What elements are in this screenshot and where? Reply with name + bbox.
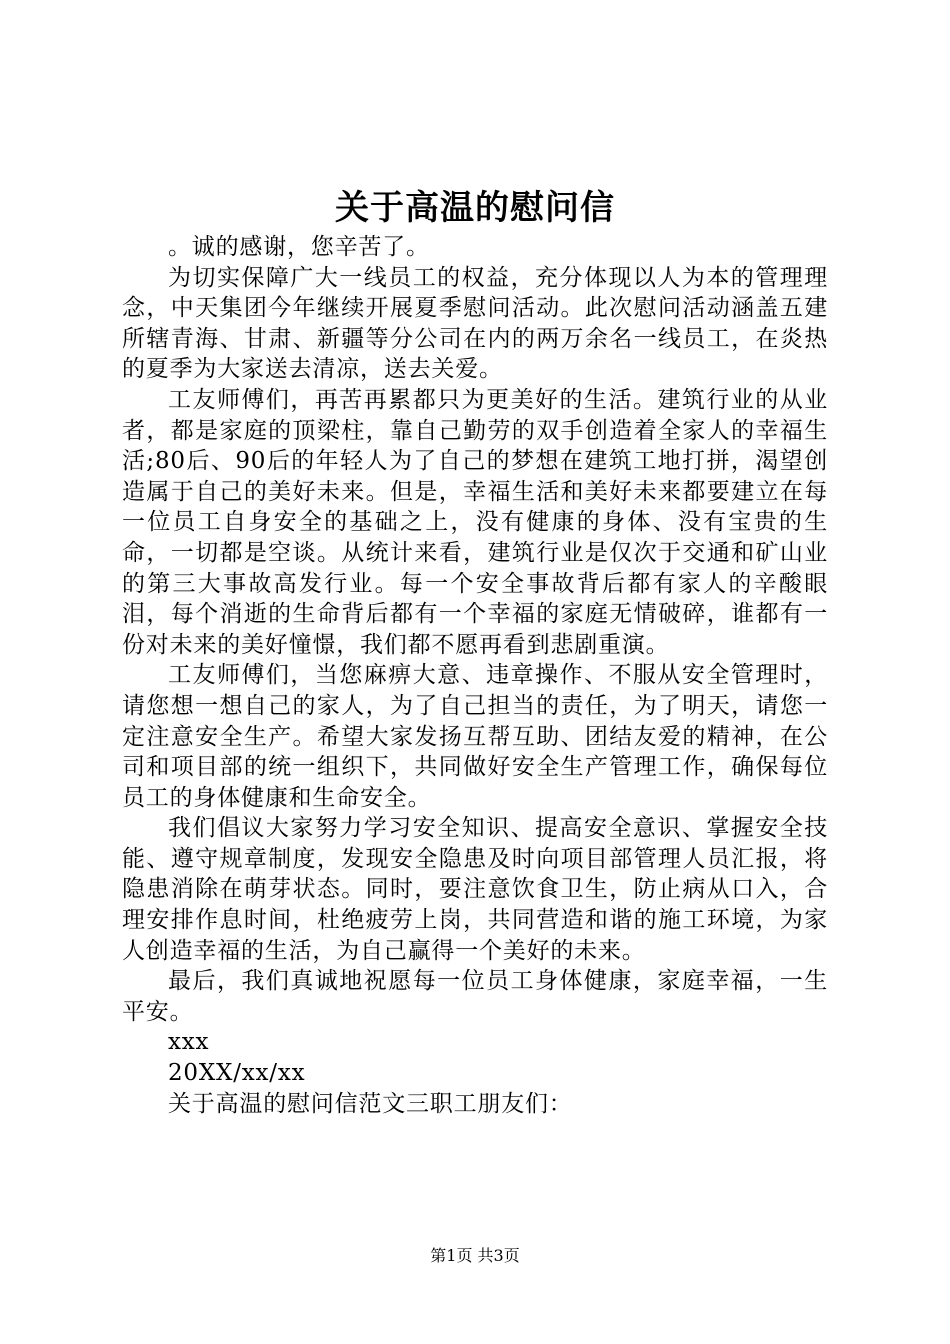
paragraph-2: 为切实保障广大一线员工的权益，充分体现以人为本的管理理念，中天集团今年继续开展夏季慰问活动。此次慰问活动涵盖五建所辖青海、甘肃、新疆等分公司在内的两万余名一线员工，在炎热的夏季为大家送去清凉，送去关爱。	[122, 264, 828, 383]
paragraph-3: 工友师傅们，再苦再累都只为更美好的生活。建筑行业的从业者，都是家庭的顶梁柱，靠自己勤劳的双手创造着全家人的幸福生活;80后、90后的年轻人为了自己的梦想在建筑工地打拼，渴望创造属于自己的美好未来。但是，幸福生活和美好未来都要建立在每一位员工自身安全的基础之上，没有健康的身体、没有宝贵的生命，一切都是空谈。从统计来看，建筑行业是仅次于交通和矿山业的第三大事故高发行业。每一个安全事故背后都有家人的辛酸眼泪，每个消逝的生命背后都有一个幸福的家庭无情破碎，谁都有一份对未来的美好憧憬，我们都不愿再看到悲剧重演。	[122, 386, 828, 658]
paragraph-1: 。诚的感谢，您辛苦了。	[168, 234, 430, 260]
paragraph-4: 工友师傅们，当您麻痹大意、违章操作、不服从安全管理时，请您想一想自己的家人，为了自己担当的责任，为了明天，请您一定注意安全生产。希望大家发扬互帮互助、团结友爱的精神，在公司和项目部的统一组织下，共同做好安全生产管理工作，确保每位员工的身体健康和生命安全。	[122, 662, 828, 811]
page-number: 第1页 共3页	[430, 1246, 520, 1265]
document-body	[122, 232, 828, 1119]
signature: xxx	[168, 1029, 210, 1056]
document-title: 关于高温的慰问信	[335, 188, 615, 228]
next-section-heading: 关于高温的慰问信范文三职工朋友们：	[168, 1090, 573, 1117]
date: 20XX/xx/xx	[168, 1060, 306, 1087]
paragraph-5: 我们倡议大家努力学习安全知识、提高安全意识、掌握安全技能、遵守规章制度，发现安全隐患及时向项目部管理人员汇报，将隐患消除在萌芽状态。同时，要注意饮食卫生，防止病从口入，合理安排作息时间，杜绝疲劳上岗，共同营造和谐的施工环境，为家人创造幸福的生活，为自己赢得一个美好的未来。	[122, 815, 828, 964]
paragraph-6: 最后，我们真诚地祝愿每一位员工身体健康，家庭幸福，一生平安。	[122, 968, 828, 1025]
